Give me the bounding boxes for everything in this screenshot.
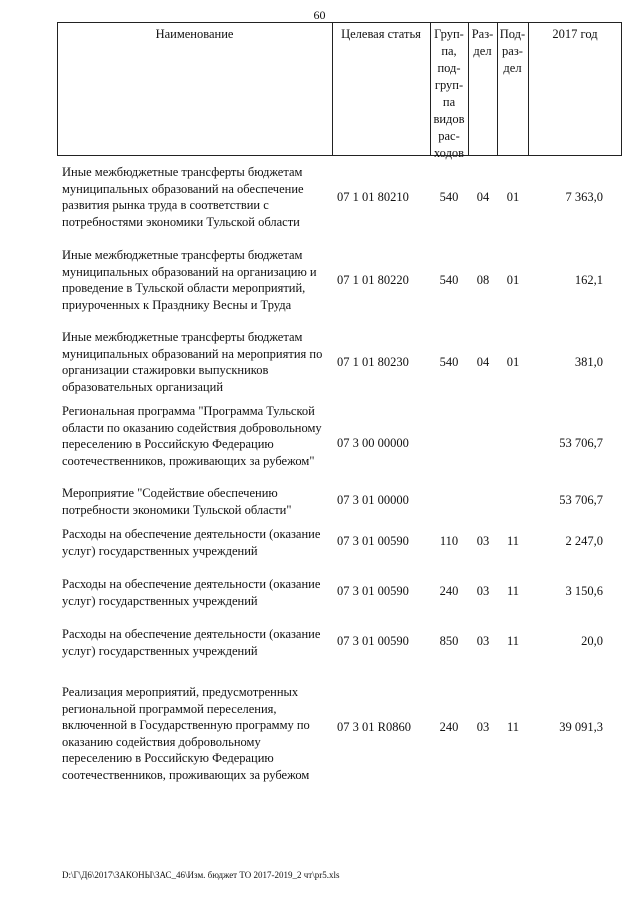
page-number: 60 [313, 8, 326, 22]
file-path-footer: D:\Г\Д6\2017\ЗАКОНЫ\ЗАС_46\Изм. бюджет ТО 2017-2019_2 чт\pr5.xls [62, 870, 340, 880]
row-razdel: 03 [476, 634, 490, 648]
header-section: Раз- дел [471, 27, 494, 58]
row-razdel: 04 [476, 190, 490, 204]
row-razdel: 03 [476, 720, 490, 734]
row-name: Иные межбюджетные трансферты бюджетам муниципальных образований на мероприятия по организации стажировки выпускников образовательных организаций [62, 330, 323, 394]
row-razdel: 08 [476, 273, 490, 287]
row-vid: 540 [439, 355, 459, 369]
row-amount: 2 247,0 [565, 534, 603, 548]
header-name: Наименование [155, 27, 234, 41]
row-name: Расходы на обеспечение деятельности (оказание услуг) государственных учреждений [62, 577, 321, 608]
row-amount: 39 091,3 [559, 720, 603, 734]
row-name: Региональная программа "Программа Тульской области по оказанию содействия добровольному переселению в Российскую Федерацию соотечественников, проживающих за рубежом" [62, 404, 322, 468]
row-razdel: 03 [476, 584, 490, 598]
row-code: 07 3 01 00590 [337, 634, 409, 648]
row-vid: 540 [439, 190, 459, 204]
row-code: 07 3 01 R0860 [337, 720, 411, 734]
row-amount: 20,0 [581, 634, 603, 648]
row-name: Расходы на обеспечение деятельности (оказание услуг) государственных учреждений [62, 527, 321, 558]
row-amount: 7 363,0 [565, 190, 603, 204]
header-subsection: Под- раз- дел [499, 27, 526, 75]
row-name: Мероприятие "Содействие обеспечению потребности экономики Тульской области" [62, 486, 292, 517]
header-target: Целевая статья [341, 27, 421, 41]
row-razdel: 04 [476, 355, 490, 369]
row-vid: 110 [439, 534, 459, 548]
row-code: 07 3 01 00000 [337, 493, 409, 507]
row-name: Иные межбюджетные трансферты бюджетам муниципальных образований на обеспечение развития рынка труда в соответствии с потребностями экономики Тульской области [62, 165, 304, 229]
row-code: 07 1 01 80230 [337, 355, 409, 369]
row-name: Реализация мероприятий, предусмотренных региональной программой переселения, включенной в Государственную программу по оказанию содействия добровольному переселению в Российскую Федерацию соотечественников, проживающих за рубежом [62, 685, 310, 782]
row-amount: 53 706,7 [559, 436, 603, 450]
row-vid: 240 [439, 720, 459, 734]
row-name: Расходы на обеспечение деятельности (оказание услуг) государственных учреждений [62, 627, 321, 658]
row-podrazdel: 01 [506, 355, 520, 369]
row-podrazdel: 11 [506, 634, 520, 648]
row-amount: 381,0 [574, 355, 603, 369]
row-podrazdel: 11 [506, 720, 520, 734]
row-code: 07 3 01 00590 [337, 584, 409, 598]
row-podrazdel: 11 [506, 534, 520, 548]
row-code: 07 1 01 80210 [337, 190, 409, 204]
row-amount: 3 150,6 [565, 584, 603, 598]
row-vid: 850 [439, 634, 459, 648]
row-code: 07 3 01 00590 [337, 534, 409, 548]
row-podrazdel: 11 [506, 584, 520, 598]
row-name: Иные межбюджетные трансферты бюджетам муниципальных образований на организацию и проведение в Тульской области мероприятий, приуроченных к Празднику Весны и Труда [62, 248, 317, 312]
header-year: 2017 год [552, 27, 598, 41]
row-amount: 53 706,7 [559, 493, 603, 507]
row-amount: 162,1 [574, 273, 603, 287]
row-podrazdel: 01 [506, 273, 520, 287]
row-vid: 240 [439, 584, 459, 598]
row-podrazdel: 01 [506, 190, 520, 204]
row-code: 07 3 00 00000 [337, 436, 409, 450]
row-code: 07 1 01 80220 [337, 273, 409, 287]
header-group: Груп- па, под- груп- па видов рас- ходов [433, 27, 465, 160]
row-vid: 540 [439, 273, 459, 287]
row-razdel: 03 [476, 534, 490, 548]
